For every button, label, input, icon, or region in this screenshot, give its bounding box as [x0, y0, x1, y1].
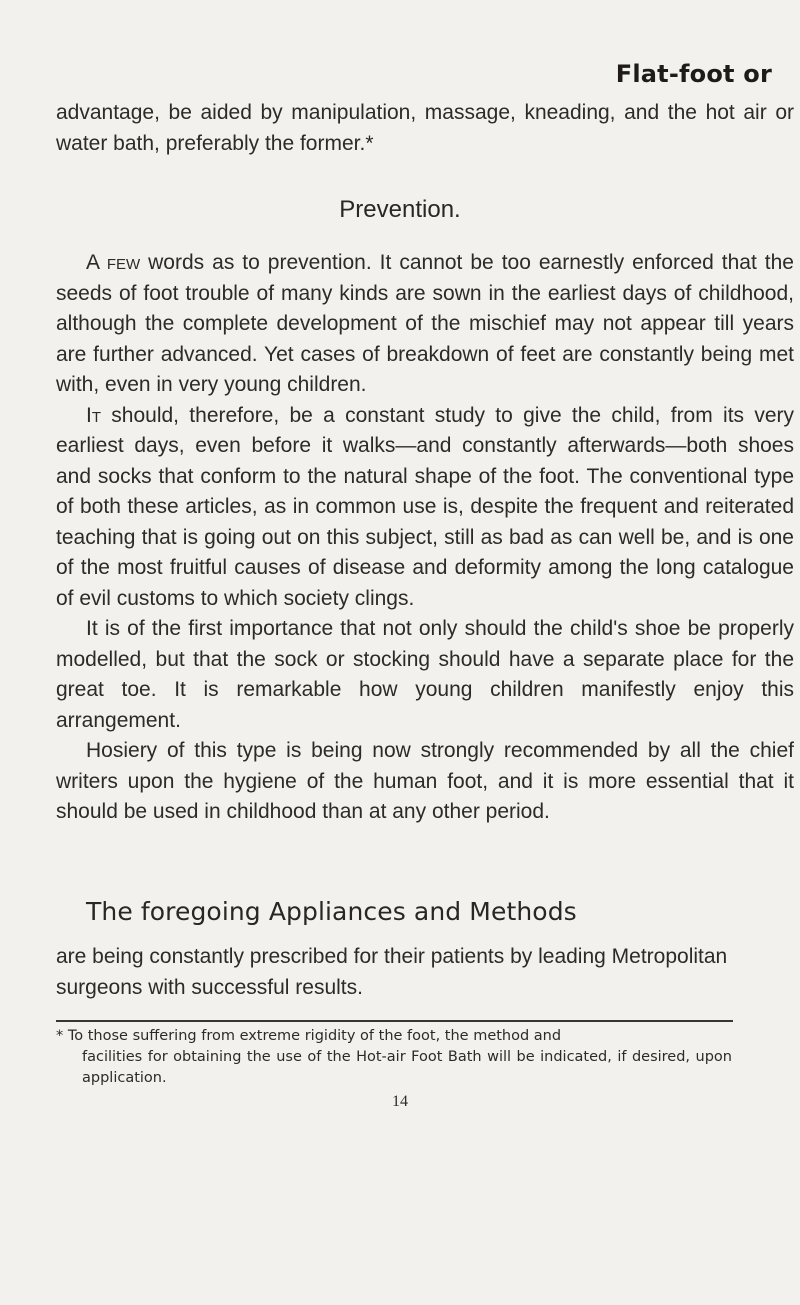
footnote-divider — [56, 1020, 733, 1022]
closing-paragraph — [56, 942, 756, 1003]
prevention-paragraph-4: Hosiery of this type is being now strongly recommended by all the chief writers upon the hygiene of the human foot, and it is more essential that it should be used in childhood than at any other period. — [56, 739, 794, 823]
prevention-paragraph-1 — [56, 248, 794, 401]
prevention-paragraph-2 — [56, 401, 794, 615]
running-head: Flat-foot or — [615, 60, 772, 88]
paragraph-text: should, therefore, be a constant study to give the child, from its very earliest days, even before it walks—and constantly afterwards—both shoes and socks that conform to the natural shape of the foot. The conventional type of both these articles, as in common use is, despite the frequent and reiterated teaching that is going out on this subject, still as bad as can well be, and is one of the most fruitful causes of disease and deformity among the long catalogue of evil customs to which society clings. — [56, 403, 794, 610]
paragraph-text: words as to prevention. It cannot be too earnestly enforced that the seeds of foot trouble of many kinds are sown in the earliest days of childhood, although the complete development of the mischief may not appear till years are further advanced. Yet cases of breakdown of feet are constantly being met with, even in very young children. — [56, 251, 794, 396]
page-number: 14 — [392, 1093, 408, 1110]
footnote — [56, 1026, 732, 1089]
prevention-section — [56, 248, 794, 828]
lead-paragraph — [56, 98, 794, 159]
footnote-first-line — [56, 1026, 732, 1047]
footnote-continuation: facilities for obtaining the use of the Hot-air Foot Bath will be indicated, if desired, upon application. — [82, 1049, 732, 1086]
footnote-marker: * — [56, 1028, 64, 1044]
footnote-first-line-text: To those suffering from extreme rigidity of the foot, the method and — [63, 1028, 562, 1044]
closing-paragraph-text: are being constantly prescribed for their patients by leading Metropolitan surgeons with successful results. — [56, 945, 728, 999]
appliances-heading: The foregoing Appliances and Methods — [86, 897, 577, 926]
section-heading-prevention: Prevention. — [339, 196, 461, 223]
lead-paragraph-text: advantage, be aided by manipulation, massage, kneading, and the hot air or water bath, preferably the former.* — [56, 101, 794, 155]
drop-lead-words: It — [86, 403, 101, 427]
drop-lead-words: A few — [86, 251, 141, 274]
prevention-paragraph-3: It is of the first importance that not only should the child's shoe be properly modelled, but that the sock or stocking should have a separate place for the great toe. It is remarkable how young children manifestly enjoy this arrangement. — [56, 617, 794, 732]
